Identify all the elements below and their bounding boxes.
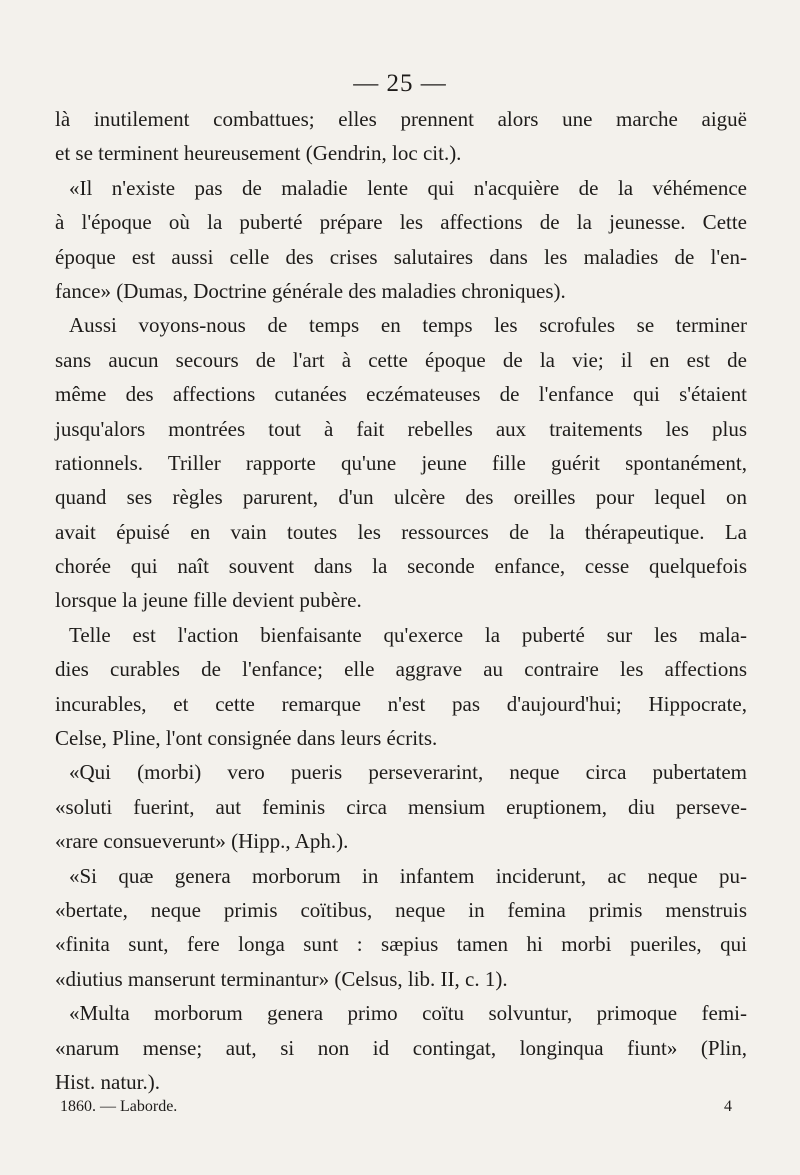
text-line: Hist. natur.). (55, 1069, 160, 1094)
text-line: «finita sunt, fere longa sunt : sæpius tamen hi morbi pueriles, qui (55, 932, 747, 957)
text-line: fance» (Dumas, Doctrine générale des maladies chroniques). (55, 278, 566, 303)
text-line: «soluti fuerint, aut feminis circa mensium eruptionem, diu perseve- (55, 794, 747, 819)
text-line: «Multa morborum genera primo coïtu solvuntur, primoque femi- (69, 1001, 747, 1026)
text-line: Celse, Pline, l'ont consignée dans leurs écrits. (55, 726, 438, 751)
text-line: «rare consueverunt» (Hipp., Aph.). (55, 829, 349, 854)
text-line: avait épuisé en vain toutes les ressources de la thérapeutique. La (55, 519, 747, 544)
page-number: — 25 — (353, 70, 447, 97)
text-line: à l'époque où la puberté prépare les affections de la jeunesse. Cette (55, 210, 747, 235)
text-line: lorsque la jeune fille devient pubère. (55, 588, 362, 613)
footer (60, 1098, 732, 1116)
text-line: même des affections cutanées eczémateuses de l'enfance qui s'étaient (55, 382, 747, 407)
text-line: jusqu'alors montrées tout à fait rebelles aux traitements les plus (55, 416, 747, 441)
body-text (55, 102, 747, 1099)
text-line: chorée qui naît souvent dans la seconde enfance, cesse quelquefois (55, 554, 747, 579)
footer-sheet-number: 4 (724, 1098, 732, 1115)
text-line: «Il n'existe pas de maladie lente qui n'acquière de la véhémence (69, 175, 747, 200)
text-line: quand ses règles parurent, d'un ulcère des oreilles pour lequel on (55, 485, 747, 510)
text-line: incurables, et cette remarque n'est pas d'aujourd'hui; Hippocrate, (55, 691, 747, 716)
text-line: «bertate, neque primis coïtibus, neque in femina primis menstruis (55, 897, 747, 922)
text-line: là inutilement combattues; elles prennent alors une marche aiguë (55, 107, 747, 131)
text-line: «diutius manserunt terminantur» (Celsus, lib. II, c. 1). (55, 966, 508, 991)
text-line: Aussi voyons-nous de temps en temps les scrofules se terminer (69, 313, 747, 338)
text-line: «narum mense; aut, si non id contingat, longinqua fiunt» (Plin, (55, 1035, 747, 1060)
text-line: «Si quæ genera morborum in infantem inciderunt, ac neque pu- (69, 863, 747, 888)
text-line: sans aucun secours de l'art à cette époque de la vie; il en est de (55, 347, 747, 372)
text-line: dies curables de l'enfance; elle aggrave au contraire les affections (55, 657, 747, 682)
footer-signature: 1860. — Laborde. (60, 1098, 178, 1115)
text-line: et se terminent heureusement (Gendrin, loc cit.). (55, 141, 462, 166)
text-line: «Qui (morbi) vero pueris perseverarint, neque circa pubertatem (69, 760, 747, 785)
text-line: rationnels. Triller rapporte qu'une jeune fille guérit spontanément, (55, 450, 747, 475)
text-line: Telle est l'action bienfaisante qu'exerce la puberté sur les mala- (69, 622, 747, 647)
text-line: époque est aussi celle des crises salutaires dans les maladies de l'en- (55, 244, 747, 269)
